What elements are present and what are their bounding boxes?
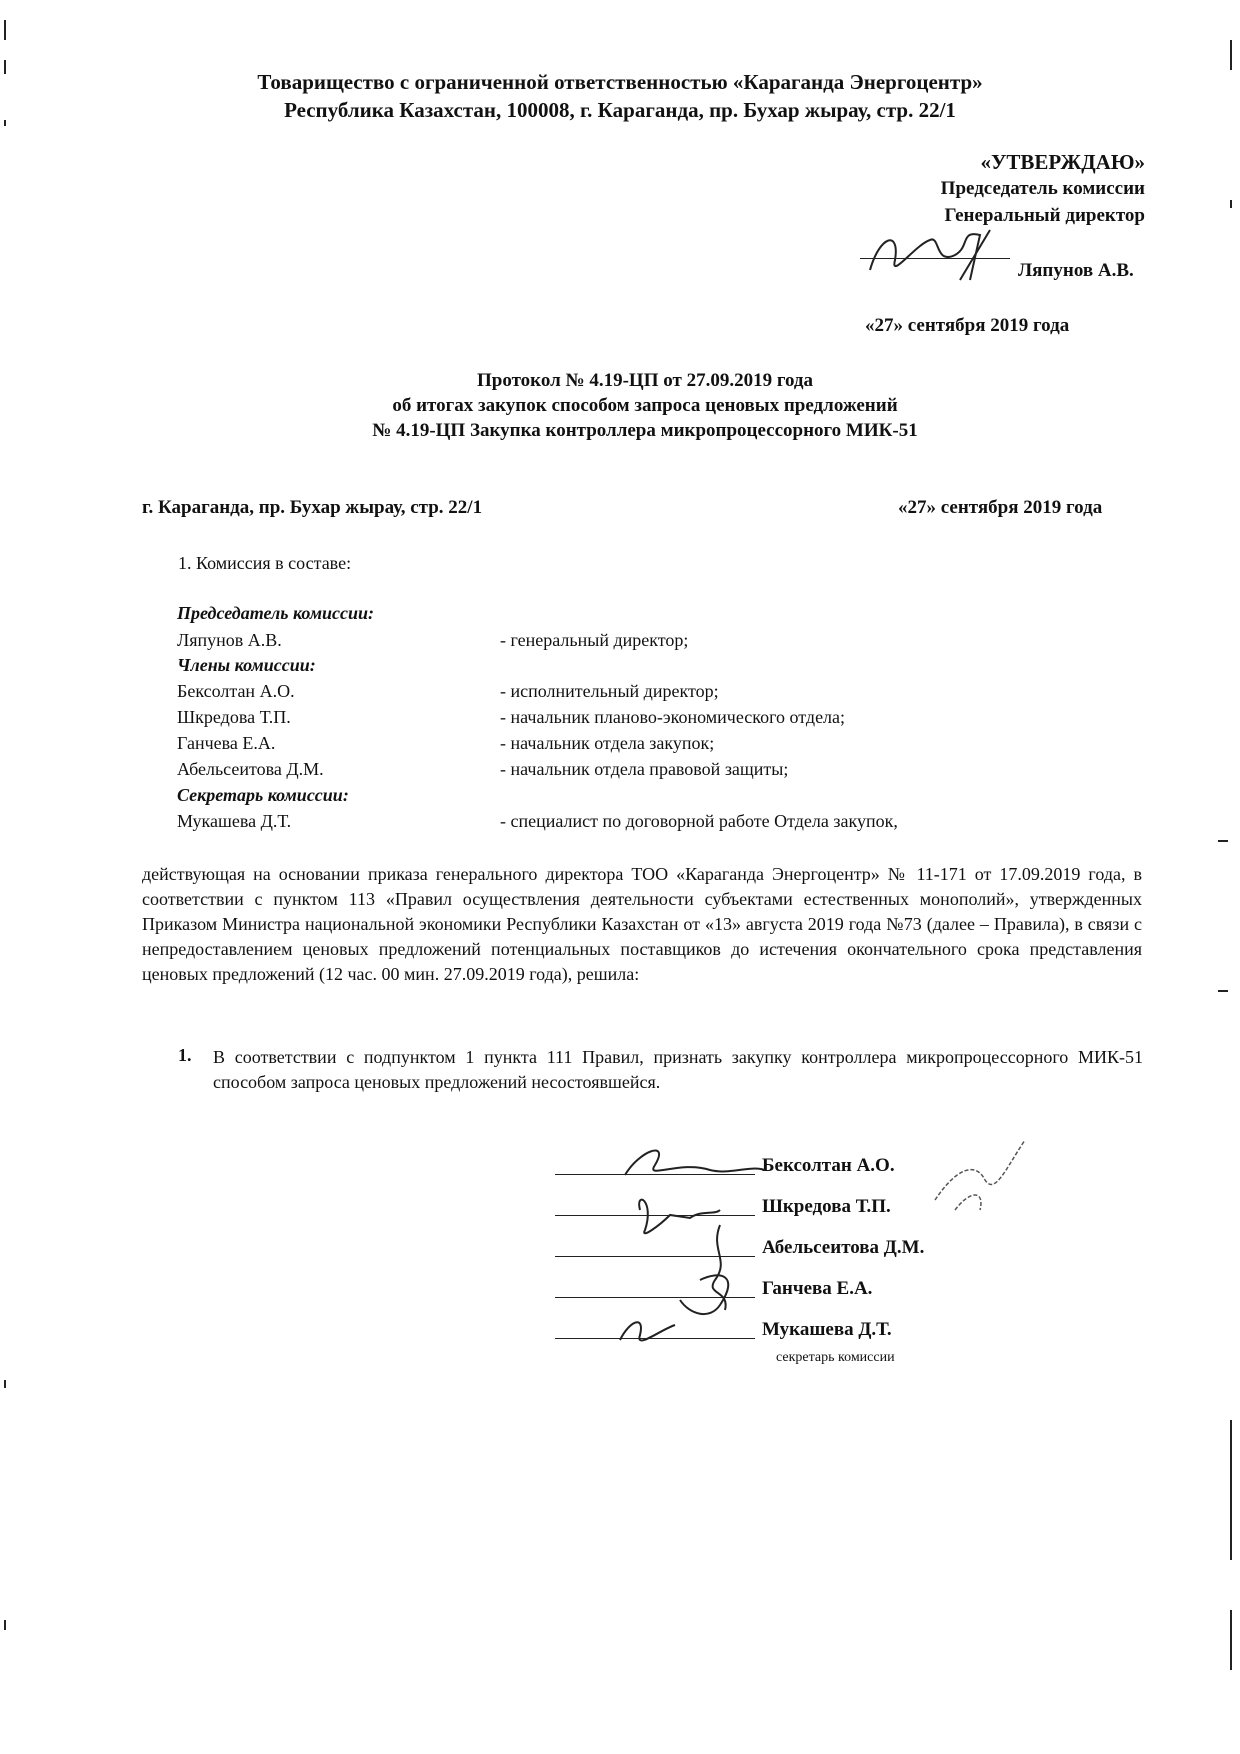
scan-edge-mark [4,1380,6,1388]
scan-edge-mark [4,120,6,126]
signer-name: Абельсеитова Д.М. [762,1237,925,1258]
member-position: - начальник отдела правовой защиты; [500,759,789,779]
approval-role-director: Генеральный директор [944,205,1145,226]
member-position: - генеральный директор; [500,630,689,650]
members-heading: Члены комиссии: [177,655,316,675]
organization-name: Товарищество с ограниченной ответственностью «Караганда Энергоцентр» [257,70,983,94]
member-name: Шкредова Т.П. [177,707,291,727]
member-position: - специалист по договорной работе Отдела закупок, [500,811,898,831]
member-name: Мукашева Д.Т. [177,811,292,831]
commission-member-row [177,811,1077,835]
section-commission-heading: 1. Комиссия в составе: [178,553,352,573]
scan-edge-mark [1218,840,1228,842]
commission-member-row [177,759,1077,783]
signer-name: Шкредова Т.П. [762,1196,891,1217]
commission-member-row [177,733,1077,757]
member-position: - исполнительный директор; [500,681,719,701]
scan-edge-mark [1230,200,1232,208]
scan-edge-mark [4,1620,6,1630]
member-name: Бексолтан А.О. [177,681,295,701]
signer-name: Бексолтан А.О. [762,1155,895,1176]
member-name: Ганчева Е.А. [177,733,276,753]
commission-member-row [177,707,1077,731]
place-line: г. Караганда, пр. Бухар жырау, стр. 22/1 [142,497,483,518]
signer-name: Мукашева Д.Т. [762,1319,892,1340]
member-name: Абельсеитова Д.М. [177,759,324,779]
member-name: Ляпунов А.В. [177,630,282,650]
chair-heading: Председатель комиссии: [177,603,375,623]
signer-name: Ганчева Е.А. [762,1278,873,1299]
secretary-heading: Секретарь комиссии: [177,785,349,805]
approval-name: Ляпунов А.В. [1018,260,1134,281]
scan-edge-mark [1230,1420,1232,1560]
member-position: - начальник планово-экономического отдела; [500,707,846,727]
protocol-title: Протокол № 4.19-ЦП от 27.09.2019 года [476,370,814,391]
place-date: «27» сентября 2019 года [898,497,1103,518]
approval-title: «УТВЕРЖДАЮ» [980,150,1145,174]
scan-edge-mark [1230,40,1232,70]
protocol-subtitle: об итогах закупок способом запроса ценовых предложений [392,395,898,416]
protocol-subject: № 4.19-ЦП Закупка контроллера микропроцессорного МИК-51 [372,420,918,441]
member-position: - начальник отдела закупок; [500,733,715,753]
decision-text: В соответствии с подпунктом 1 пункта 111 Правил, признать закупку контроллера микропроцессорного МИК-51 способом запроса ценовых предложений несостоявшейся. [213,1047,1143,1092]
body-paragraph: действующая на основании приказа генерального директора ТОО «Караганда Энергоцентр» № 11-171 от 17.09.2019 года, в соответствии с пунктом 113 «Правил осуществления деятельности субъектами естественных монополий», утвержденных Приказом Министра национальной экономики Республики Казахстан от «13» августа 2019 года №73 (далее – Правила), в связи с непредоставлением ценовых предложений потенциальных поставщиков до истечения окончательного срока представления ценовых предложений (12 час. 00 мин. 27.09.2019 года), решила: [142,864,1142,984]
approval-date: «27» сентября 2019 года [865,315,1070,336]
approval-signature [860,225,1030,285]
scan-edge-mark [4,60,6,74]
scan-edge-mark [1230,1610,1232,1670]
organization-address: Республика Казахстан, 100008, г. Караганда, пр. Бухар жырау, стр. 22/1 [284,98,956,122]
approval-role-chair: Председатель комиссии [940,178,1145,199]
handwritten-signatures [600,1130,770,1360]
handwritten-initials [925,1130,1035,1220]
scan-edge-mark [4,20,6,40]
decision-number: 1. [178,1045,192,1065]
secretary-caption: секретарь комиссии [776,1350,895,1365]
scan-edge-mark [1218,990,1228,992]
commission-member-row [177,630,1077,654]
commission-member-row [177,681,1077,705]
